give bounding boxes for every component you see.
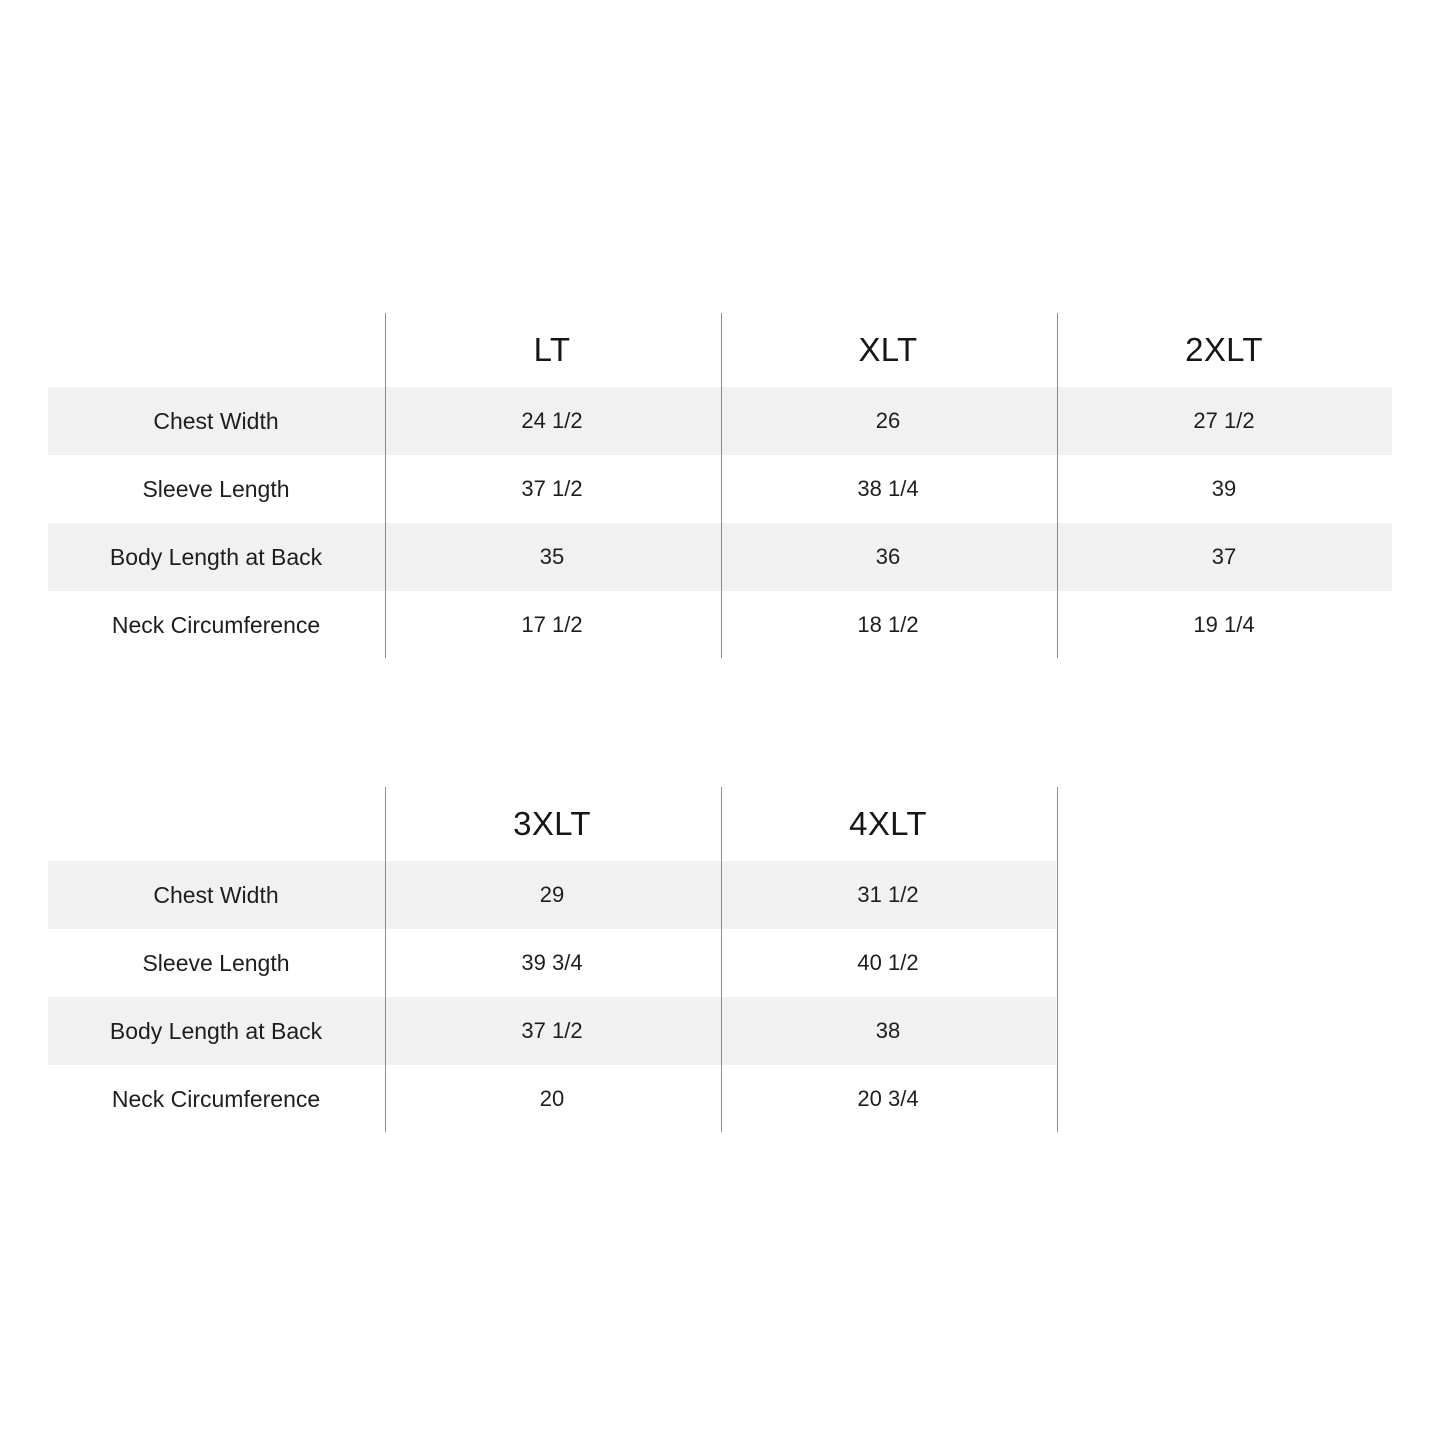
table-row <box>48 929 1056 997</box>
cell-value: 18 1/2 <box>857 612 919 637</box>
measurement-column-header <box>48 313 384 387</box>
row-label: Neck Circumference <box>111 611 321 638</box>
cell-value: 26 <box>720 387 1056 455</box>
cell-value: 27 1/2 <box>1056 387 1392 455</box>
size-table-lt-2xlt <box>48 313 1392 659</box>
column-divider <box>385 787 386 1132</box>
cell-value: 20 <box>539 1086 565 1111</box>
cell-value: 29 <box>384 861 720 929</box>
table-header-row <box>48 787 1056 861</box>
table-header-row <box>48 313 1392 387</box>
cell-value: 37 1/2 <box>384 997 720 1065</box>
size-header-xlt: XLT <box>858 331 918 368</box>
cell-value: 38 <box>720 997 1056 1065</box>
column-divider <box>385 313 386 658</box>
cell-value: 39 3/4 <box>521 950 583 975</box>
row-label: Chest Width <box>48 861 384 929</box>
column-divider <box>721 787 722 1132</box>
row-label: Body Length at Back <box>48 997 384 1065</box>
column-divider <box>1057 787 1058 1132</box>
size-table-3xlt-4xlt <box>48 787 1056 1133</box>
table-row <box>48 1065 1056 1133</box>
row-label: Sleeve Length <box>142 949 290 976</box>
measurement-column-header <box>48 787 384 861</box>
size-header-4xlt: 4XLT <box>849 805 927 842</box>
row-label: Neck Circumference <box>111 1085 321 1112</box>
column-divider <box>1057 313 1058 658</box>
cell-value: 38 1/4 <box>857 476 919 501</box>
size-header-lt: LT <box>533 331 571 368</box>
cell-value: 39 <box>1211 476 1237 501</box>
cell-value: 37 1/2 <box>521 476 583 501</box>
column-divider <box>721 313 722 658</box>
table-row <box>48 523 1392 591</box>
table-row <box>48 455 1392 523</box>
cell-value: 24 1/2 <box>384 387 720 455</box>
table-row <box>48 861 1056 929</box>
size-header-3xlt: 3XLT <box>513 805 591 842</box>
row-label: Sleeve Length <box>142 475 290 502</box>
table-row <box>48 997 1056 1065</box>
cell-value: 35 <box>384 523 720 591</box>
row-label: Chest Width <box>48 387 384 455</box>
cell-value: 19 1/4 <box>1193 612 1255 637</box>
table-row <box>48 591 1392 659</box>
cell-value: 31 1/2 <box>720 861 1056 929</box>
size-header-2xlt: 2XLT <box>1185 331 1263 368</box>
cell-value: 20 3/4 <box>857 1086 919 1111</box>
cell-value: 17 1/2 <box>521 612 583 637</box>
cell-value: 37 <box>1056 523 1392 591</box>
cell-value: 40 1/2 <box>857 950 919 975</box>
row-label: Body Length at Back <box>48 523 384 591</box>
cell-value: 36 <box>720 523 1056 591</box>
table-row <box>48 387 1392 455</box>
